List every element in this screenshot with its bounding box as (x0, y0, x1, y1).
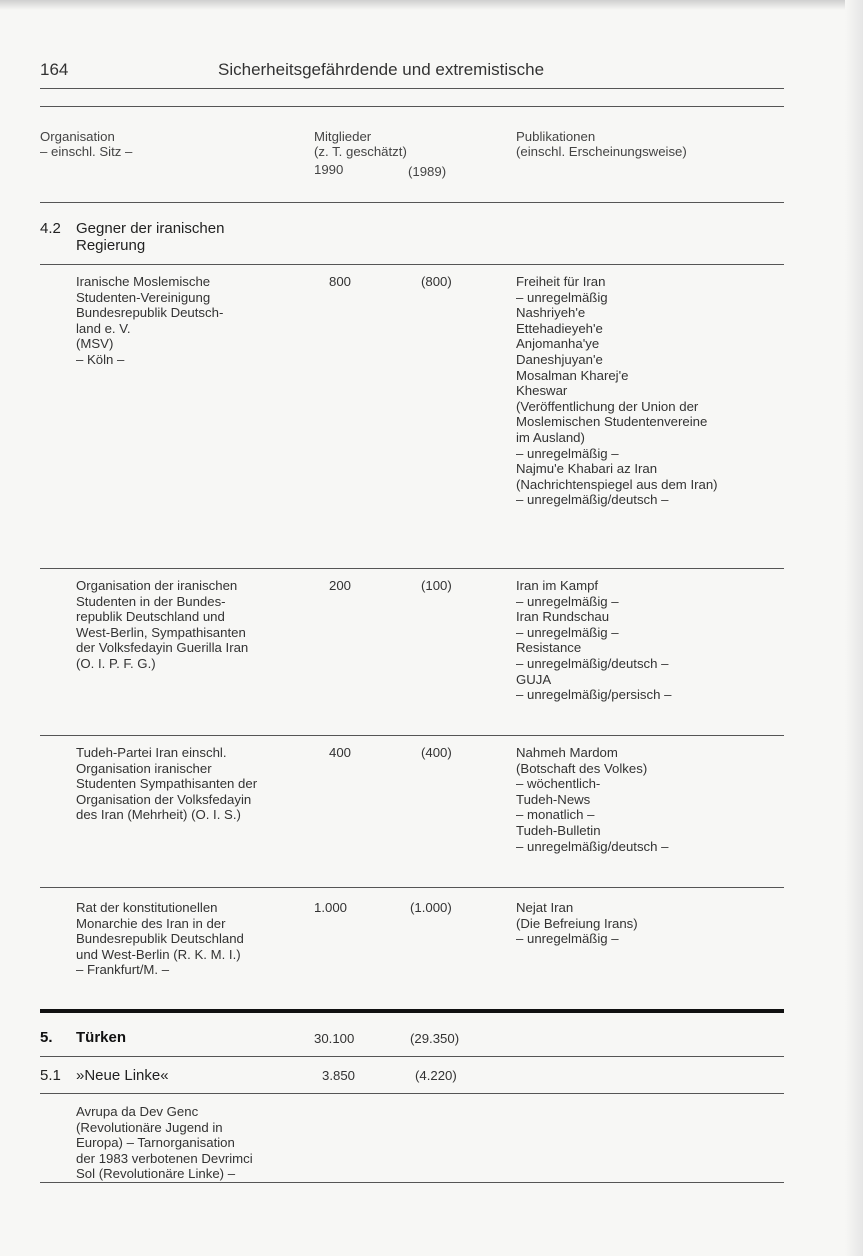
rule-row (40, 1093, 784, 1094)
header-year-1990: 1990 (314, 162, 344, 177)
pub-line: – unregelmäßig/deutsch – (516, 655, 669, 671)
org-line: Studenten-Vereinigung (76, 289, 211, 305)
org-line: Organisation iranischer (76, 760, 212, 776)
section-4-2-number: 4.2 (40, 220, 61, 237)
org-line: (Revolutionäre Jugend in (76, 1119, 223, 1135)
section-5-members-1990: 30.100 (314, 1031, 355, 1046)
pub-line: Iran Rundschau (516, 609, 610, 625)
section-5-title: Türken (76, 1029, 127, 1046)
pub-line: Tudeh-Bulletin (516, 822, 601, 838)
header-pubs-line: Publikationen (516, 129, 596, 144)
pub-line: Ettehadieyeh'e (516, 320, 603, 336)
pub-line: Iran im Kampf (516, 578, 599, 593)
rule-top (40, 88, 784, 89)
org-line: Avrupa da Dev Genc (76, 1104, 199, 1119)
org-line: Studenten Sympathisanten der (76, 776, 258, 792)
rule-header-bottom (40, 202, 784, 203)
org-line: der Volksfedayin Guerilla Iran (76, 640, 249, 656)
row-4-members-1989: (1.000) (410, 900, 452, 915)
pub-line: (Botschaft des Volkes) (516, 760, 648, 776)
pub-line: (Die Befreiung Irans) (516, 915, 638, 931)
org-line: Organisation der iranischen (76, 578, 238, 593)
pub-line: – unregelmäßig – (516, 445, 619, 461)
row-4-organisation (76, 900, 244, 978)
rule-row (40, 735, 784, 736)
rule-row (40, 1056, 784, 1057)
section-5-members-1989: (29.350) (410, 1031, 460, 1046)
org-line: des Iran (Mehrheit) (O. I. S.) (76, 807, 241, 823)
rule-row (40, 568, 784, 569)
header-members-line: Mitglieder (314, 129, 372, 144)
row-2-members-1990: 200 (329, 578, 352, 593)
org-line: Rat der konstitutionellen (76, 900, 218, 915)
pub-line: Tudeh-News (516, 791, 591, 807)
pub-line: Nahmeh Mardom (516, 745, 618, 760)
section-title-line: Gegner der iranischen (76, 220, 225, 237)
pub-line: Nashriyeh'e (516, 305, 586, 321)
row-1-publications (516, 274, 718, 508)
pub-line: – monatlich – (516, 807, 595, 823)
org-line: Bundesrepublik Deutschland (76, 931, 244, 947)
row-3-organisation (76, 745, 257, 823)
org-line: republik Deutschland und (76, 609, 225, 625)
rule-bottom (40, 1182, 784, 1183)
header-year-1989: (1989) (408, 164, 447, 179)
pub-line: Anjomanha'ye (516, 336, 600, 352)
org-line: Bundesrepublik Deutsch- (76, 305, 224, 321)
row-3-members-1989: (400) (421, 745, 452, 760)
org-line: Studenten in der Bundes- (76, 593, 226, 609)
header-members-line: (z. T. geschätzt) (314, 144, 407, 159)
pub-line: – unregelmäßig – (516, 593, 619, 609)
org-line: Iranische Moslemische (76, 274, 211, 289)
org-line: Monarchie des Iran in der (76, 915, 226, 931)
pub-line: Freiheit für Iran (516, 274, 606, 289)
pub-line: Moslemischen Studentenvereine (516, 414, 708, 430)
page-number: 164 (40, 60, 69, 79)
running-title: Sicherheitsgefährdende und extremistische (218, 60, 545, 79)
pub-line: Najmu'e Khabari az Iran (516, 461, 658, 477)
org-line: West-Berlin, Sympathisanten (76, 624, 246, 640)
rule-row (40, 264, 784, 265)
pub-line: Resistance (516, 640, 582, 656)
header-organisation (40, 129, 132, 159)
pub-line: – unregelmäßig – (516, 624, 619, 640)
row-1-members-1990: 800 (329, 274, 352, 289)
pub-line: (Nachrichtenspiegel aus dem Iran) (516, 476, 718, 492)
pub-line: GUJA (516, 671, 552, 687)
rule-row (40, 887, 784, 888)
org-line: Organisation der Volksfedayin (76, 791, 252, 807)
org-line: (O. I. P. F. G.) (76, 655, 156, 671)
rule-header-top (40, 106, 784, 107)
pub-line: – unregelmäßig (516, 289, 608, 305)
pub-line: Mosalman Kharej'e (516, 367, 629, 383)
section-4-2-title (76, 220, 224, 254)
org-line: – Köln – (76, 351, 125, 367)
section-5-number: 5. (40, 1029, 53, 1046)
org-line: – Frankfurt/M. – (76, 962, 170, 978)
row-2-publications (516, 578, 671, 703)
row-4-members-1990: 1.000 (314, 900, 348, 915)
scan-top-shadow (0, 0, 863, 10)
pub-line: – wöchentlich- (516, 776, 601, 792)
row-1-organisation (76, 274, 223, 368)
scan-right-shadow (845, 0, 863, 1256)
row-3-publications (516, 745, 668, 854)
org-line: land e. V. (76, 320, 131, 336)
pub-line: – unregelmäßig/deutsch – (516, 838, 669, 854)
org-line: (MSV) (76, 336, 114, 352)
header-org-line: – einschl. Sitz – (40, 144, 133, 159)
row-4-publications (516, 900, 638, 947)
row-2-organisation (76, 578, 248, 672)
header-members (314, 129, 407, 159)
header-publications (516, 129, 687, 159)
rule-section-thick (40, 1009, 784, 1013)
header-org-line: Organisation (40, 129, 115, 144)
pub-line: – unregelmäßig/persisch – (516, 687, 672, 703)
section-5-1-members-1989: (4.220) (415, 1068, 457, 1083)
section-5-1-members-1990: 3.850 (322, 1068, 356, 1083)
pub-line: Nejat Iran (516, 900, 574, 915)
org-line: Europa) – Tarnorganisation (76, 1135, 235, 1151)
row-3-members-1990: 400 (329, 745, 352, 760)
row-2-members-1989: (100) (421, 578, 452, 593)
pub-line: – unregelmäßig/deutsch – (516, 492, 669, 508)
header-pubs-line: (einschl. Erscheinungsweise) (516, 144, 687, 159)
org-line: Tudeh-Partei Iran einschl. (76, 745, 227, 760)
row-5-1-organisation (76, 1104, 253, 1182)
row-1-members-1989: (800) (421, 274, 452, 289)
pub-line: (Veröffentlichung der Union der (516, 398, 699, 414)
pub-line: Kheswar (516, 383, 568, 399)
pub-line: Daneshjuyan'e (516, 351, 603, 367)
section-5-1-title: »Neue Linke« (76, 1067, 169, 1084)
section-5-1-number: 5.1 (40, 1067, 61, 1084)
section-title-line: Regierung (76, 237, 146, 254)
org-line: Sol (Revolutionäre Linke) – (76, 1166, 236, 1182)
pub-line: im Ausland) (516, 429, 585, 445)
pub-line: – unregelmäßig – (516, 931, 619, 947)
org-line: der 1983 verbotenen Devrimci (76, 1150, 253, 1166)
org-line: und West-Berlin (R. K. M. I.) (76, 946, 241, 962)
